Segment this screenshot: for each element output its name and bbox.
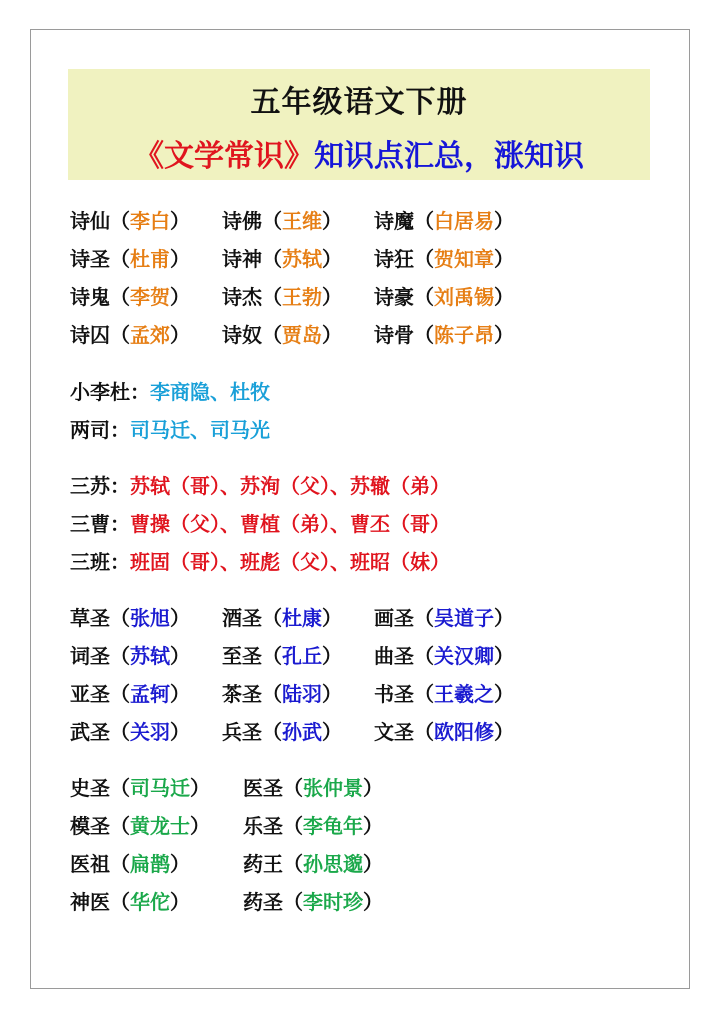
poet-entry [222,281,342,310]
entry-label: 神医 [70,890,110,914]
trio-row [70,508,450,538]
bracket-close: ） [494,209,514,233]
bracket-close: ） [190,776,210,800]
bracket-close: ） [494,247,514,271]
other-entry [70,848,190,877]
entry-label: 亚圣 [70,682,110,706]
entry-label: 诗仙 [70,209,110,233]
entry-name: 苏轼 [282,247,322,271]
sage-entry [70,602,190,631]
bracket-close: ） [170,209,190,233]
bracket-open: （ [414,682,434,706]
entry-label: 诗神 [222,247,262,271]
entry-label: 诗杰 [222,285,262,309]
bracket-open: （ [283,852,303,876]
entry-label: 兵圣 [222,720,262,744]
bracket-close: ） [170,890,190,914]
bracket-close: ） [494,606,514,630]
entry-label: 至圣 [222,644,262,668]
bracket-close: ） [170,644,190,668]
bracket-open: （ [110,720,130,744]
pair-row [70,414,270,444]
entry-label: 诗佛 [222,209,262,233]
entry-label: 书圣 [374,682,414,706]
entry-name: 张仲景 [303,776,363,800]
entry-label: 草圣 [70,606,110,630]
entry-label: 乐圣 [243,814,283,838]
pair-label: 两司： [70,418,130,442]
bracket-close: ） [170,323,190,347]
entry-name: 关羽 [130,720,170,744]
entry-name: 孟郊 [130,323,170,347]
bracket-open: （ [262,247,282,271]
bracket-open: （ [283,814,303,838]
bracket-close: ） [322,720,342,744]
trio-value: 曹操（父）、曹植（弟）、曹丕（哥） [130,512,450,536]
entry-name: 白居易 [434,209,494,233]
entry-name: 张旭 [130,606,170,630]
entry-label: 药圣 [243,890,283,914]
poet-entry [70,205,190,234]
entry-name: 孔丘 [282,644,322,668]
entry-label: 诗魔 [374,209,414,233]
sage-entry [70,678,190,707]
entry-label: 武圣 [70,720,110,744]
poet-entry [374,281,514,310]
bracket-open: （ [110,323,130,347]
sage-entry [222,716,342,745]
entry-name: 王羲之 [434,682,494,706]
bracket-close: ） [322,682,342,706]
entry-name: 李时珍 [303,890,363,914]
bracket-open: （ [110,285,130,309]
bracket-open: （ [110,209,130,233]
entry-name: 欧阳修 [434,720,494,744]
page-subtitle [68,131,650,175]
bracket-close: ） [322,209,342,233]
entry-label: 茶圣 [222,682,262,706]
entry-label: 诗囚 [70,323,110,347]
other-entry [243,886,383,915]
entry-name: 贾岛 [282,323,322,347]
poet-entry [70,281,190,310]
bracket-open: （ [414,285,434,309]
bracket-close: ） [170,247,190,271]
pair-row [70,376,270,406]
entry-name: 李龟年 [303,814,363,838]
header-box [68,69,650,180]
bracket-open: （ [414,644,434,668]
bracket-close: ） [363,852,383,876]
entry-label: 诗奴 [222,323,262,347]
entry-label: 文圣 [374,720,414,744]
poet-entry [70,243,190,272]
bracket-open: （ [414,606,434,630]
bracket-open: （ [283,776,303,800]
entry-name: 孙思邈 [303,852,363,876]
entry-label: 史圣 [70,776,110,800]
sage-entry [374,602,514,631]
entry-label: 诗骨 [374,323,414,347]
bracket-open: （ [110,890,130,914]
trio-row [70,546,450,576]
poet-entry [374,319,514,348]
poet-entry [70,319,190,348]
sage-entry [374,678,514,707]
sage-entry [70,716,190,745]
bracket-close: ） [170,852,190,876]
bracket-open: （ [414,209,434,233]
bracket-open: （ [262,606,282,630]
bracket-open: （ [110,247,130,271]
trio-value: 苏轼（哥）、苏洵（父）、苏辙（弟） [130,474,450,498]
entry-label: 诗豪 [374,285,414,309]
sage-entry [70,640,190,669]
bracket-open: （ [262,682,282,706]
sage-entry [374,716,514,745]
pair-label: 小李杜： [70,380,150,404]
bracket-close: ） [363,890,383,914]
other-entry [243,810,383,839]
entry-name: 孙武 [282,720,322,744]
poet-entry [374,243,514,272]
bracket-open: （ [110,682,130,706]
entry-name: 孟轲 [130,682,170,706]
pair-value: 司马迁、司马光 [130,418,270,442]
other-entry [243,772,383,801]
entry-name: 黄龙士 [130,814,190,838]
entry-label: 医圣 [243,776,283,800]
entry-name: 司马迁 [130,776,190,800]
entry-label: 诗圣 [70,247,110,271]
bracket-open: （ [262,323,282,347]
bracket-close: ） [494,323,514,347]
entry-name: 苏轼 [130,644,170,668]
bracket-close: ） [363,814,383,838]
trio-label: 三苏： [70,474,130,498]
subtitle-book-name: 《文学常识》 [134,139,314,174]
entry-name: 陈子昂 [434,323,494,347]
entry-label: 酒圣 [222,606,262,630]
entry-name: 贺知章 [434,247,494,271]
entry-name: 扁鹊 [130,852,170,876]
trio-label: 三曹： [70,512,130,536]
bracket-close: ） [322,323,342,347]
poet-entry [222,319,342,348]
bracket-close: ） [322,285,342,309]
poet-entry [222,243,342,272]
page-title: 五年级语文下册 [250,85,468,120]
entry-name: 吴道子 [434,606,494,630]
entry-label: 药王 [243,852,283,876]
bracket-open: （ [262,644,282,668]
entry-label: 词圣 [70,644,110,668]
bracket-open: （ [262,720,282,744]
bracket-close: ） [322,606,342,630]
other-entry [70,886,190,915]
entry-label: 医祖 [70,852,110,876]
bracket-open: （ [110,606,130,630]
bracket-close: ） [363,776,383,800]
entry-name: 王维 [282,209,322,233]
other-entry [70,810,210,839]
bracket-close: ） [170,720,190,744]
bracket-close: ） [170,682,190,706]
entry-label: 曲圣 [374,644,414,668]
entry-label: 诗狂 [374,247,414,271]
trio-value: 班固（哥）、班彪（父）、班昭（妹） [130,550,450,574]
bracket-close: ） [494,720,514,744]
entry-label: 画圣 [374,606,414,630]
poet-entry [374,205,514,234]
bracket-open: （ [110,644,130,668]
entry-name: 关汉卿 [434,644,494,668]
entry-name: 李贺 [130,285,170,309]
bracket-close: ） [494,682,514,706]
pair-value: 李商隐、杜牧 [150,380,270,404]
sage-entry [222,602,342,631]
bracket-close: ） [170,285,190,309]
bracket-open: （ [262,209,282,233]
bracket-open: （ [414,720,434,744]
bracket-open: （ [110,776,130,800]
entry-name: 刘禹锡 [434,285,494,309]
entry-label: 诗鬼 [70,285,110,309]
other-entry [70,772,210,801]
bracket-open: （ [283,890,303,914]
bracket-close: ） [494,285,514,309]
entry-name: 华佗 [130,890,170,914]
bracket-open: （ [110,814,130,838]
trio-label: 三班： [70,550,130,574]
entry-name: 陆羽 [282,682,322,706]
bracket-close: ） [190,814,210,838]
bracket-close: ） [494,644,514,668]
other-entry [243,848,383,877]
bracket-open: （ [414,323,434,347]
bracket-open: （ [262,285,282,309]
entry-name: 杜康 [282,606,322,630]
bracket-open: （ [414,247,434,271]
trio-row [70,470,450,500]
sage-entry [222,640,342,669]
entry-name: 王勃 [282,285,322,309]
sage-entry [374,640,514,669]
bracket-close: ） [170,606,190,630]
poet-entry [222,205,342,234]
sage-entry [222,678,342,707]
entry-name: 李白 [130,209,170,233]
bracket-close: ） [322,644,342,668]
subtitle-summary: 知识点汇总，涨知识 [314,139,584,174]
entry-label: 模圣 [70,814,110,838]
bracket-close: ） [322,247,342,271]
entry-name: 杜甫 [130,247,170,271]
bracket-open: （ [110,852,130,876]
